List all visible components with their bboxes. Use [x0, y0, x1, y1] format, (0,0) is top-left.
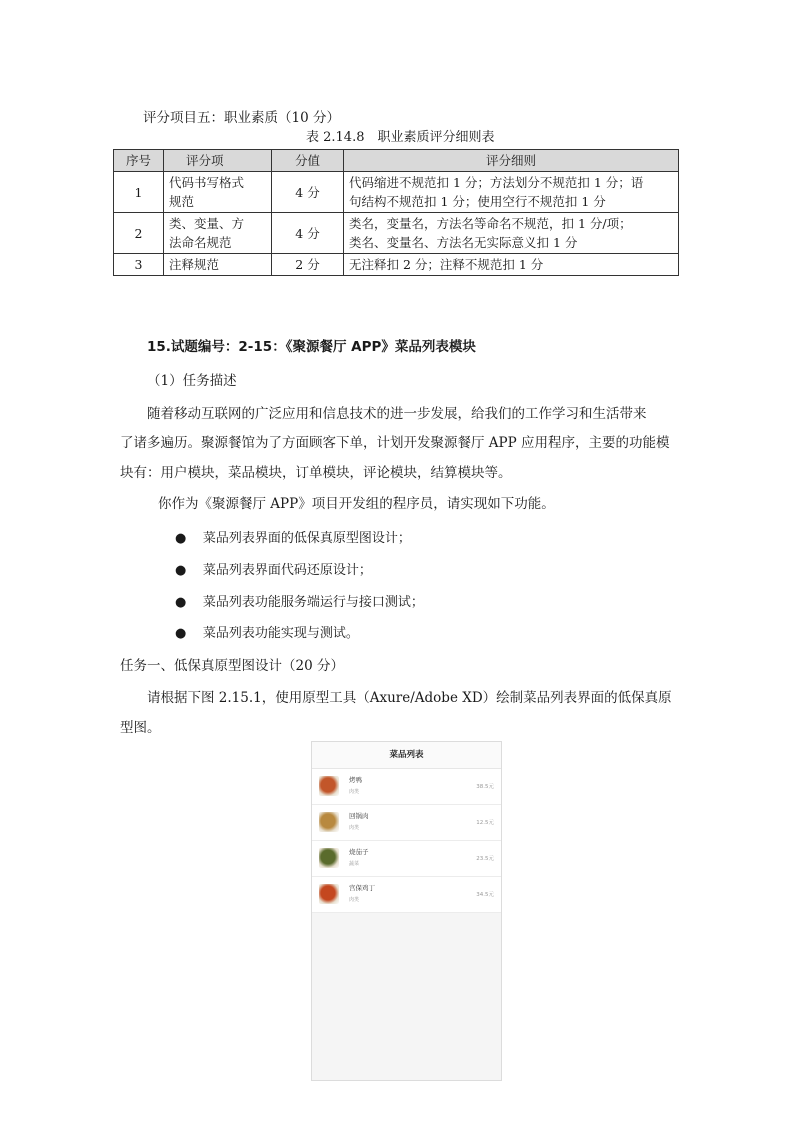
row-score: 2 分: [272, 254, 344, 276]
dish-list-item[interactable]: [312, 877, 501, 913]
row-score: 4 分: [272, 213, 344, 254]
row-item: 类、变量、方 法命名规范: [164, 213, 272, 254]
dish-list-item[interactable]: [312, 841, 501, 877]
list-item: ● 菜品列表功能实现与测试。: [175, 626, 359, 641]
dish-name: 回锅肉: [349, 812, 369, 820]
dish-category: 肉类: [349, 789, 360, 795]
header-no: 序号: [114, 150, 164, 172]
row-item: 注释规范: [164, 254, 272, 276]
list-item: ● 菜品列表界面的低保真原型图设计；: [175, 531, 411, 546]
paragraph-line: 块有：用户模块，菜品模块，订单模块，评论模块，结算模块等。: [120, 465, 512, 481]
table-row: [114, 254, 679, 276]
row-no: 3: [114, 254, 164, 276]
dish-category: 蔬菜: [349, 861, 360, 867]
dish-category: 肉类: [349, 825, 360, 831]
dish-price: 12.5元: [476, 820, 494, 826]
paragraph-line: 你作为《聚源餐厅 APP》项目开发组的程序员，请实现如下功能。: [158, 496, 555, 512]
row-item: 代码书写格式 规范: [164, 172, 272, 213]
kung-pao-chicken-photo: [319, 884, 339, 904]
table-row: [114, 172, 679, 213]
header-score: 分值: [272, 150, 344, 172]
dish-name: 烧茄子: [349, 848, 369, 856]
bullet-dot-icon: ●: [175, 531, 187, 546]
paragraph-line: 随着移动互联网的广泛应用和信息技术的进一步发展，给我们的工作学习和生活带来: [147, 406, 647, 422]
subsection-heading: （1）任务描述: [147, 373, 237, 389]
table-row: [114, 213, 679, 254]
twice-cooked-pork-photo: [319, 812, 339, 832]
list-item: ● 菜品列表功能服务端运行与接口测试；: [175, 595, 424, 610]
scoring-table: [113, 149, 679, 276]
row-no: 2: [114, 213, 164, 254]
dish-price: 23.5元: [476, 856, 494, 862]
table-header-row: [114, 150, 679, 172]
row-detail: 代码缩进不规范扣 1 分；方法划分不规范扣 1 分；语 句结构不规范扣 1 分；使用空行不规范扣 1 分: [344, 172, 679, 213]
row-score: 4 分: [272, 172, 344, 213]
bullet-dot-icon: ●: [175, 563, 187, 578]
dish-price: 38.5元: [476, 784, 494, 790]
header-item: 评分项: [164, 150, 272, 172]
dish-category: 肉类: [349, 897, 360, 903]
row-no: 1: [114, 172, 164, 213]
dish-name: 烤鸭: [349, 776, 362, 784]
header-detail: 评分细则: [344, 150, 679, 172]
table-caption: 表 2.14.8 职业素质评分细则表: [306, 130, 495, 145]
paragraph-line: 请根据下图 2.15.1，使用原型工具（Axure/Adobe XD）绘制菜品列表界面的低保真原: [147, 690, 672, 706]
scoring-item-heading: 评分项目五：职业素质（10 分）: [143, 110, 340, 126]
dish-price: 34.5元: [476, 892, 494, 898]
paragraph-line: 了诸多遍历。聚源餐馆为了方面顾客下单，计划开发聚源餐厅 APP 应用程序，主要的功能模: [120, 435, 670, 451]
section-title: 15.试题编号：2-15：《聚源餐厅 APP》菜品列表模块: [147, 339, 476, 355]
row-detail: 类名，变量名，方法名等命名不规范，扣 1 分/项； 类名、变量名、方法名无实际意义扣 1 分: [344, 213, 679, 254]
task-title: 任务一、低保真原型图设计（20 分）: [120, 658, 344, 674]
mockup-title: 菜品列表: [312, 742, 501, 769]
dish-list-item[interactable]: [312, 805, 501, 841]
bullet-dot-icon: ●: [175, 595, 187, 610]
app-mockup-screenshot: [311, 741, 502, 1081]
row-detail: 无注释扣 2 分；注释不规范扣 1 分: [344, 254, 679, 276]
braised-eggplant-photo: [319, 848, 339, 868]
paragraph-line: 型图。: [120, 720, 161, 736]
list-item: ● 菜品列表界面代码还原设计；: [175, 563, 372, 578]
bullet-dot-icon: ●: [175, 626, 187, 641]
dish-name: 宫保鸡丁: [349, 884, 375, 892]
dish-list-item[interactable]: [312, 769, 501, 805]
roast-duck-photo: [319, 776, 339, 796]
dish-list: [312, 769, 501, 913]
